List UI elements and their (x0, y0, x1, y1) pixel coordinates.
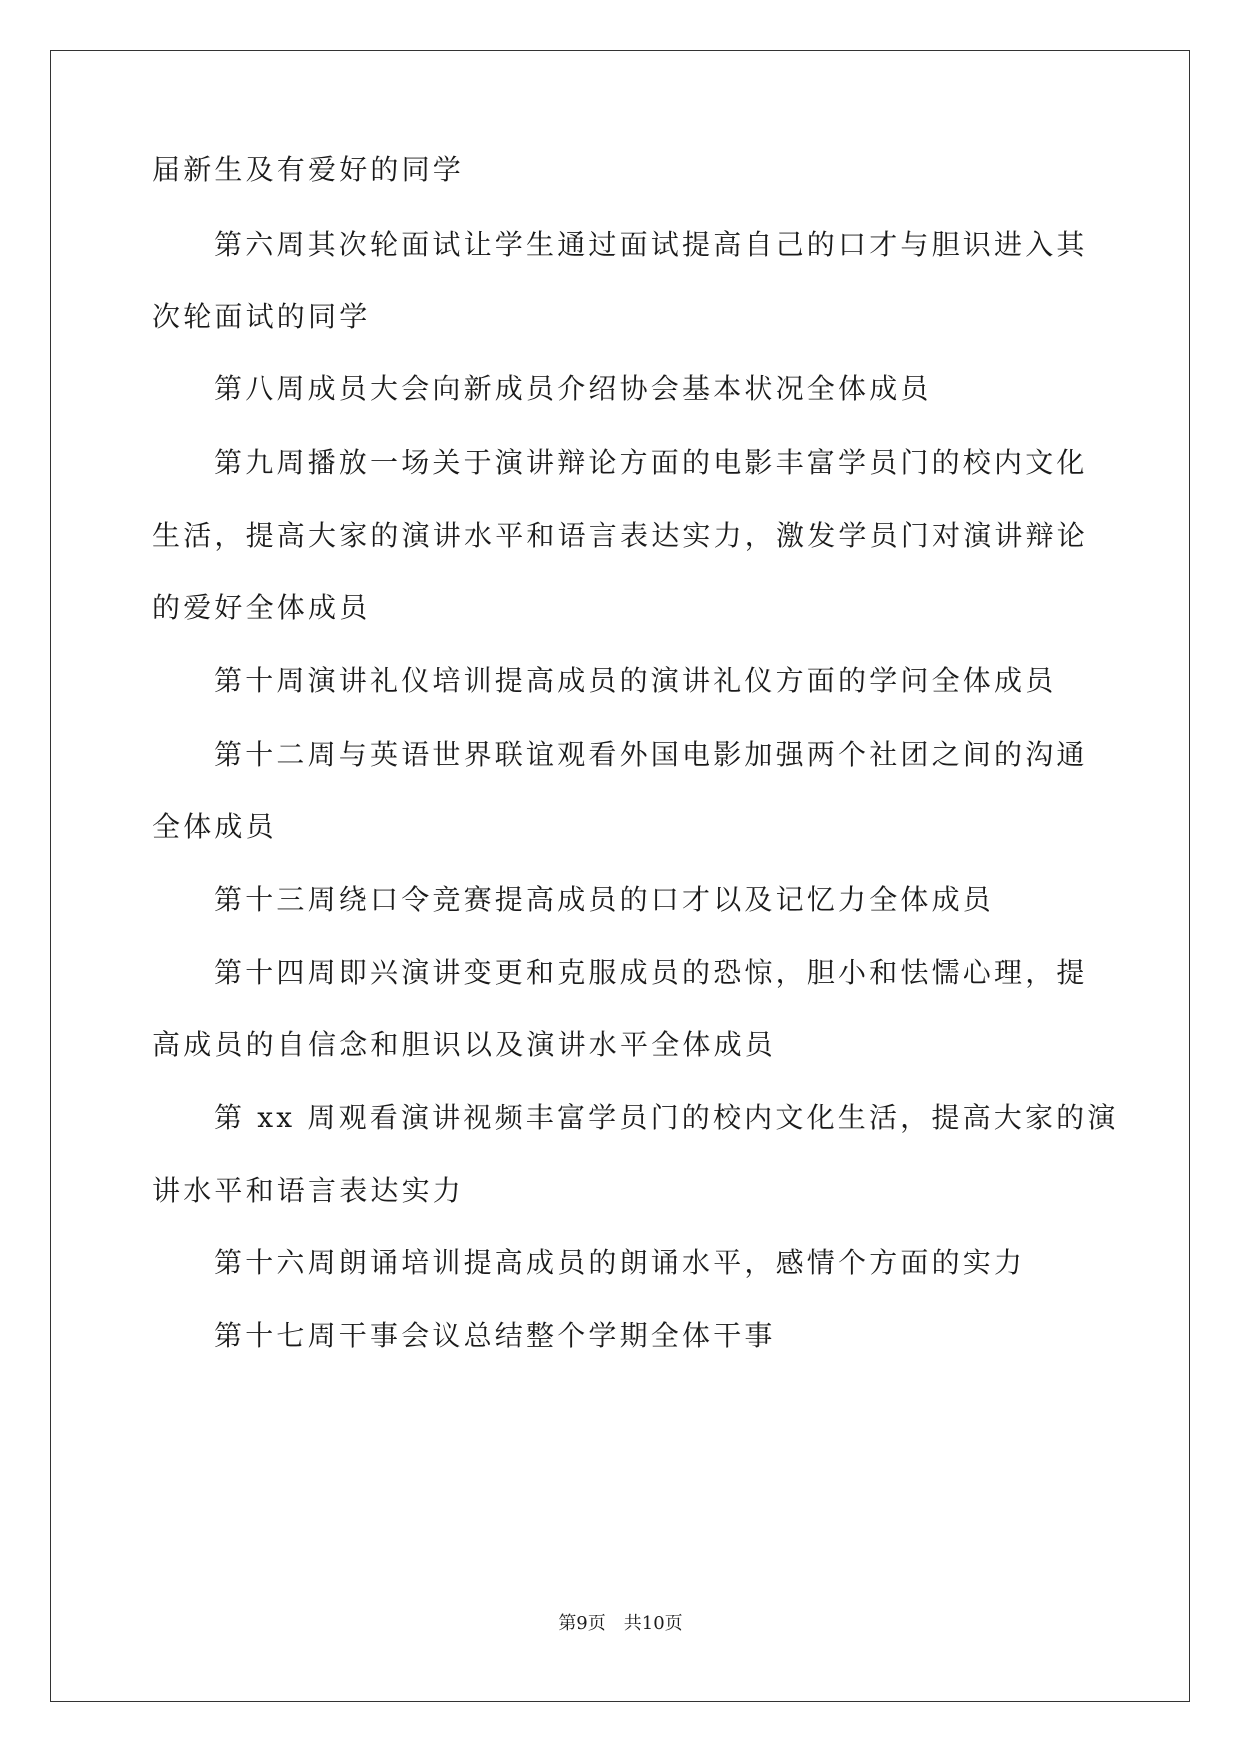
paragraph-line: 高成员的自信念和胆识以及演讲水平全体成员 (152, 1028, 777, 1061)
paragraph-line: 第六周其次轮面试让学生通过面试提高自己的口才与胆识进入其 (214, 228, 1088, 261)
paragraph-line: 第八周成员大会向新成员介绍协会基本状况全体成员 (214, 372, 932, 405)
paragraph-line: 第十周演讲礼仪培训提高成员的演讲礼仪方面的学问全体成员 (214, 664, 1057, 697)
paragraph-line: 第十三周绕口令竞赛提高成员的口才以及记忆力全体成员 (214, 883, 995, 916)
paragraph-line: 第 xx 周观看演讲视频丰富学员门的校内文化生活，提高大家的演 (214, 1101, 1119, 1134)
paragraph-line: 的爱好全体成员 (152, 591, 371, 624)
paragraph-line: 全体成员 (152, 810, 277, 843)
paragraph-line: 第九周播放一场关于演讲辩论方面的电影丰富学员门的校内文化 (214, 446, 1088, 479)
paragraph-line: 讲水平和语言表达实力 (152, 1174, 465, 1207)
paragraph-line: 届新生及有爱好的同学 (152, 153, 465, 186)
paragraph-line: 生活，提高大家的演讲水平和语言表达实力，激发学员门对演讲辩论 (152, 519, 1089, 552)
paragraph-line: 第十六周朗诵培训提高成员的朗诵水平，感情个方面的实力 (214, 1246, 1026, 1279)
page-number-footer: 第9页 共10页 (558, 1613, 683, 1634)
paragraph-line: 次轮面试的同学 (152, 300, 371, 333)
paragraph-line: 第十四周即兴演讲变更和克服成员的恐惊，胆小和怯懦心理，提 (214, 956, 1088, 989)
paragraph-line: 第十二周与英语世界联谊观看外国电影加强两个社团之间的沟通 (214, 738, 1088, 771)
paragraph-line: 第十七周干事会议总结整个学期全体干事 (214, 1319, 776, 1352)
